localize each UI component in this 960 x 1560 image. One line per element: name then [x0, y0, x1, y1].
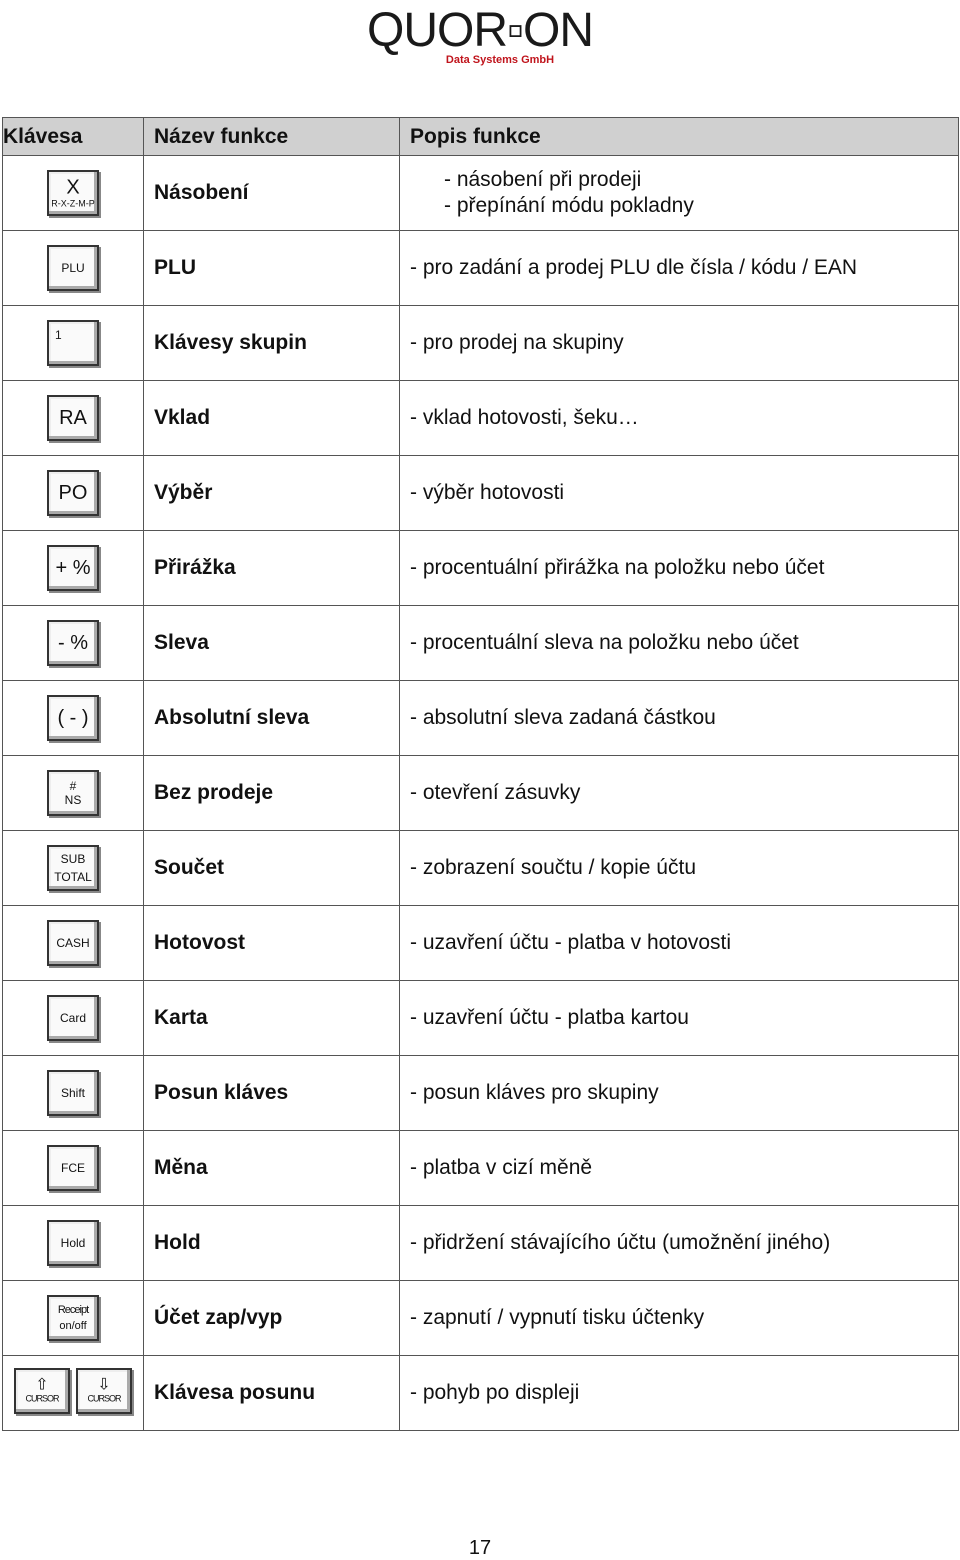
key-label: Card	[59, 1011, 86, 1025]
key-label: PLU	[61, 261, 85, 275]
function-desc: - výběr hotovosti	[400, 456, 959, 531]
key-x-multiply	[47, 170, 99, 216]
key-label: PO	[58, 482, 88, 504]
function-name: Klávesa posunu	[144, 1356, 400, 1431]
table-row	[3, 981, 959, 1056]
function-name: Hotovost	[144, 906, 400, 981]
function-desc: - pohyb po displeji	[400, 1356, 959, 1431]
function-desc: - uzavření účtu - platba kartou	[400, 981, 959, 1056]
header-function-name: Název funkce	[144, 118, 400, 156]
key-label: CURSOR	[25, 1393, 59, 1403]
function-name: Vklad	[144, 381, 400, 456]
page-number: 17	[468, 1537, 492, 1559]
function-desc: - přidržení stávajícího účtu (umožnění jiného)	[400, 1206, 959, 1281]
key-cash	[47, 920, 99, 966]
table-row	[3, 381, 959, 456]
function-desc: - absolutní sleva zadaná částkou	[400, 681, 959, 756]
key-po	[47, 470, 99, 516]
table-row	[3, 681, 959, 756]
key-label: X	[66, 176, 80, 199]
function-desc: - procentuální sleva na položku nebo účet	[400, 606, 959, 681]
function-name: Součet	[144, 831, 400, 906]
key-cursor-down	[76, 1368, 132, 1414]
function-name: Výběr	[144, 456, 400, 531]
key-label: CASH	[56, 936, 90, 950]
key-absolute-discount	[47, 695, 99, 741]
function-desc: - pro zadání a prodej PLU dle čísla / kódu / EAN	[400, 231, 959, 306]
key-plus-percent	[47, 545, 99, 591]
table-row	[3, 906, 959, 981]
function-name: Posun kláves	[144, 1056, 400, 1131]
key-label: Receipt	[57, 1304, 89, 1316]
key-label: #	[69, 779, 77, 793]
key-plu	[47, 245, 99, 291]
function-desc: - násobení při prodeji - přepínání módu pokladny	[400, 156, 959, 231]
function-name: Měna	[144, 1131, 400, 1206]
key-function-table	[2, 117, 959, 1431]
key-ra	[47, 395, 99, 441]
key-fce	[47, 1145, 99, 1191]
key-sublabel: R-X-Z-M-P	[51, 198, 95, 209]
table-header-row	[3, 118, 959, 156]
table-row	[3, 1056, 959, 1131]
table-row	[3, 156, 959, 231]
key-sublabel: NS	[64, 793, 82, 807]
function-name: Účet zap/vyp	[144, 1281, 400, 1356]
table-row	[3, 831, 959, 906]
key-sublabel: CURSOR	[87, 1393, 121, 1403]
function-desc: - platba v cizí měně	[400, 1131, 959, 1206]
table-row	[3, 756, 959, 831]
key-cursor-up	[14, 1368, 70, 1414]
function-name: Bez prodeje	[144, 756, 400, 831]
table-row	[3, 606, 959, 681]
table-row	[3, 231, 959, 306]
function-desc: - vklad hotovosti, šeku…	[400, 381, 959, 456]
logo-wordmark: QUOR▫ON	[366, 4, 593, 57]
key-label: RA	[59, 407, 87, 429]
table-row	[3, 1281, 959, 1356]
key-shift	[47, 1070, 99, 1116]
function-desc: - procentuální přirážka na položku nebo účet	[400, 531, 959, 606]
key-group-1	[47, 320, 99, 366]
function-desc: - otevření zásuvky	[400, 756, 959, 831]
key-label: ( - )	[57, 707, 89, 729]
key-label: + %	[55, 557, 91, 579]
table-row	[3, 306, 959, 381]
key-hold	[47, 1220, 99, 1266]
table-row	[3, 456, 959, 531]
header-function-desc: Popis funkce	[400, 118, 959, 156]
key-sublabel: on/off	[59, 1320, 87, 1332]
quorion-logo	[0, 0, 960, 80]
key-label: Hold	[60, 1236, 86, 1250]
function-name: Karta	[144, 981, 400, 1056]
arrow-up-icon: ⇧	[35, 1376, 49, 1393]
table-row	[3, 531, 959, 606]
key-receipt-on-off	[47, 1295, 99, 1341]
table-row	[3, 1206, 959, 1281]
key-label: Shift	[60, 1086, 85, 1100]
function-desc: - posun kláves pro skupiny	[400, 1056, 959, 1131]
key-sublabel: TOTAL	[54, 870, 92, 884]
key-card	[47, 995, 99, 1041]
key-label: SUB	[60, 852, 86, 866]
header-key: Klávesa	[3, 118, 144, 156]
logo-subtitle: Data Systems GmbH	[445, 54, 555, 66]
cursor-key-pair	[14, 1368, 132, 1414]
function-name: Sleva	[144, 606, 400, 681]
key-no-sale	[47, 770, 99, 816]
table-row	[3, 1131, 959, 1206]
function-desc: - zobrazení součtu / kopie účtu	[400, 831, 959, 906]
function-desc: - pro prodej na skupiny	[400, 306, 959, 381]
function-name: PLU	[144, 231, 400, 306]
key-subtotal	[47, 845, 99, 891]
function-desc: - zapnutí / vypnutí tisku účtenky	[400, 1281, 959, 1356]
key-minus-percent	[47, 620, 99, 666]
key-label: FCE	[61, 1161, 85, 1175]
table-row	[3, 1356, 959, 1431]
function-name: Klávesy skupin	[144, 306, 400, 381]
function-desc: - uzavření účtu - platba v hotovosti	[400, 906, 959, 981]
function-name: Násobení	[144, 156, 400, 231]
arrow-down-icon: ⇩	[97, 1376, 111, 1393]
function-name: Absolutní sleva	[144, 681, 400, 756]
function-name: Přirážka	[144, 531, 400, 606]
function-name: Hold	[144, 1206, 400, 1281]
key-label: - %	[58, 632, 88, 654]
key-label: 1	[55, 328, 62, 342]
